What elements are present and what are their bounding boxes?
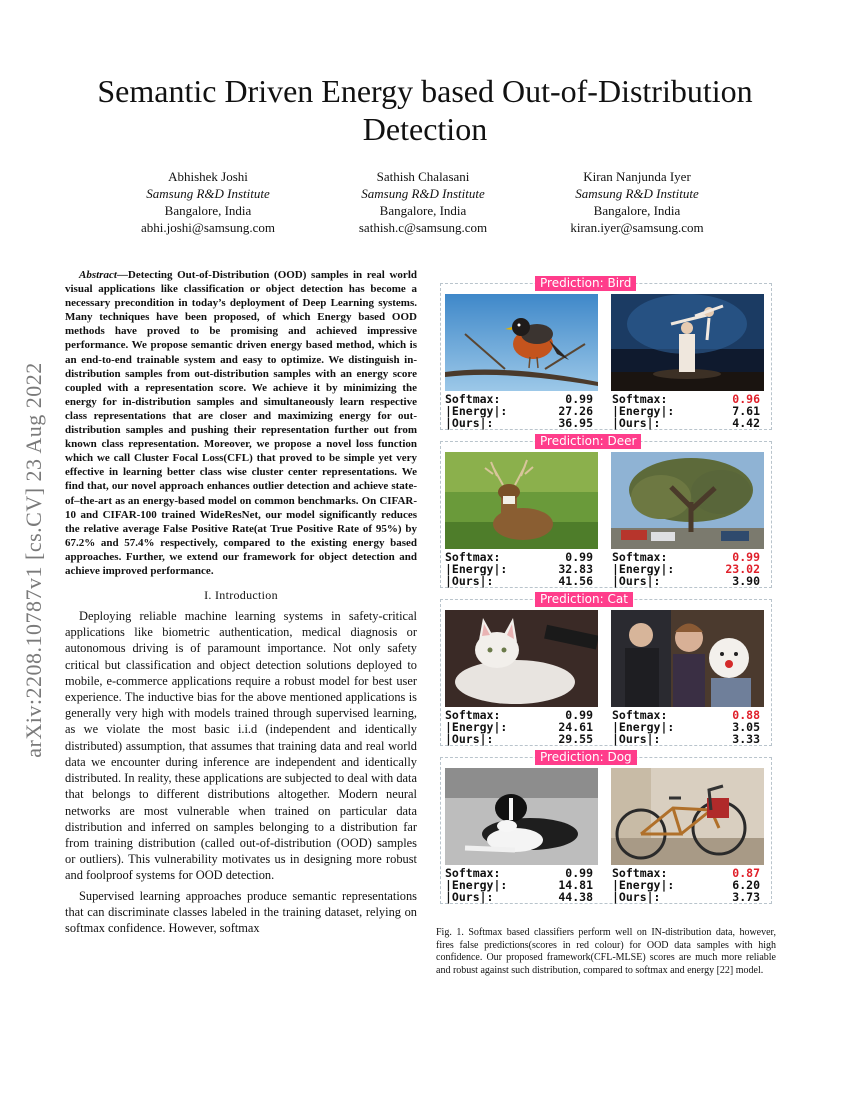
image-robin-bird [445,294,598,391]
score-label-energy: |Energy|: [612,404,675,418]
arxiv-identifier: arXiv:2208.10787v1 [cs.CV] 23 Aug 2022 [21,362,46,758]
energy-score: 32.83 [558,562,593,576]
arxiv-sidebar [14,320,54,800]
ours-score: 29.55 [558,732,593,746]
energy-score: 14.81 [558,878,593,892]
author-affiliation: Samsung R&D Institute [361,186,485,201]
energy-score: 27.26 [558,404,593,418]
score-label-softmax: Softmax: [445,550,501,564]
left-column [65,268,417,936]
author-block-3 [527,168,747,236]
figure-panel-deer [440,434,772,596]
scores-in-distribution [445,867,605,903]
scores-in-distribution [445,709,605,745]
image-clown-crowd [611,610,764,707]
softmax-score: 0.96 [732,392,760,406]
prediction-label: Prediction: Bird [535,276,636,291]
image-white-cat [445,610,598,707]
score-label-ours: |Ours|: [445,416,494,430]
softmax-score: 0.99 [565,708,593,722]
ours-score: 3.90 [732,574,760,588]
score-label-energy: |Energy|: [612,878,675,892]
score-label-energy: |Energy|: [445,562,508,576]
figure-panel-cat [440,592,772,754]
score-label-energy: |Energy|: [612,562,675,576]
figure-1 [440,276,772,912]
abstract [65,268,417,578]
score-label-ours: |Ours|: [612,890,661,904]
section-body [65,608,417,936]
author-name: Sathish Chalasani [376,169,470,184]
score-label-softmax: Softmax: [445,392,501,406]
score-label-ours: |Ours|: [445,574,494,588]
score-label-ours: |Ours|: [612,416,661,430]
score-label-energy: |Energy|: [445,878,508,892]
score-label-ours: |Ours|: [445,890,494,904]
energy-score: 23.02 [725,562,760,576]
author-location: Bangalore, India [379,203,467,218]
score-label-softmax: Softmax: [445,866,501,880]
prediction-label: Prediction: Dog [535,750,637,765]
energy-score: 7.61 [732,404,760,418]
energy-score: 3.05 [732,720,760,734]
softmax-score: 0.99 [565,550,593,564]
author-block-1 [98,168,318,236]
figure-panel-dog [440,750,772,912]
author-name: Kiran Nanjunda Iyer [583,169,691,184]
ours-score: 41.56 [558,574,593,588]
abstract-label: Abstract [79,269,117,281]
scores-ood [612,393,772,429]
score-label-softmax: Softmax: [612,392,668,406]
scores-ood [612,551,772,587]
softmax-score: 0.87 [732,866,760,880]
prediction-label: Prediction: Deer [535,434,641,449]
softmax-score: 0.99 [565,392,593,406]
prediction-label: Prediction: Cat [535,592,633,607]
score-label-ours: |Ours|: [445,732,494,746]
author-location: Bangalore, India [593,203,681,218]
score-label-energy: |Energy|: [612,720,675,734]
score-label-energy: |Energy|: [445,720,508,734]
abstract-text: —Detecting Out-of-Distribution (OOD) samples in real world visual applications like classification or object detection has become a necessary precondition in today’s deployment of Deep Learning systems. Many techniques have been proposed, of which Energy based OOD methods have proved to be promising and achieved impressive performance. We propose semantic driven energy based method, which is an end-to-end trainable system and easy to optimize. We distinguish in-distribution samples from out-distribution samples with an energy score coupled with a representation score. We achieve it by minimizing the energy for in-distribution samples and simultaneously learn respective class representations that are closer and maximizing energy for out-distribution samples and pushing their representation further out from known class representation. Moreover, we propose a novel loss function which we call Cluster Focal Loss(CFL) that proved to be simple yet very effective in learning better class wise cluster center representations. We find that, our novel approach enhances outlier detection and achieve state-of–the-art as an energy-based model on common benchmarks. On CIFAR-10 and CIFAR-100 trained WideResNet, our model significantly reduces the relative average False Positive Rate(at True Positive Rate of 95%) by 67.2% and 57.4% respectively, compared to the existing energy based approaches. Further, we extend our framework for object detection and achieve improved performance. [65,269,417,577]
author-email: kiran.iyer@samsung.com [570,220,704,235]
author-location: Bangalore, India [164,203,252,218]
image-ballet-dancers [611,294,764,391]
scores-in-distribution [445,393,605,429]
ours-score: 3.73 [732,890,760,904]
author-affiliation: Samsung R&D Institute [146,186,270,201]
score-label-softmax: Softmax: [612,866,668,880]
ours-score: 4.42 [732,416,760,430]
image-dog [445,768,598,865]
paragraph: Supervised learning approaches produce semantic representations that can discriminate classes labeled in the training dataset, relying on softmax confidence. However, softmax [65,888,417,935]
energy-score: 24.61 [558,720,593,734]
author-email: abhi.joshi@samsung.com [140,220,276,235]
scores-ood [612,867,772,903]
scores-in-distribution [445,551,605,587]
paragraph: Deploying reliable machine learning systems in safety-critical applications like biometric authentication, medical diagnosis or autonomous driving is of paramount importance. Not only safety critical but classification and object detection solutions deployed to mobile, e-commerce applications require a robust model for best user experience. The inductive bias for the above mentioned applications is generally very high with models trained through supervised learning, as we violate the most basic i.i.d (independent and identically distributed) assumption, that assumes that training data and real world data we encounter during inference are independent and identically distributed. In reality, these applications are subjected to deal with data that belongs to different distributions altogether. Modern neural networks are most vulnerable when trained on particular data distribution and inferred on samples belonging to a distribution far from training distribution (called out-of-distribution (OOD) samples or outliers). This vulnerability motivates us in designing more robust and foolproof systems for OOD detection. [65,609,417,883]
score-label-softmax: Softmax: [612,708,668,722]
figure-panel-bird [440,276,772,438]
figure-caption: Fig. 1. Softmax based classifiers perform well on IN-distribution data, however, fires false predictions(scores in red colour) for OOD data samples with high confidence. Our proposed framework(CFL-MLSE) scores are much more reliable and robust against such distribution, compared to softmax and energy [22] model. [436,927,776,976]
softmax-score: 0.99 [565,866,593,880]
author-block-2 [313,168,533,236]
image-deer [445,452,598,549]
image-bicycle [611,768,764,865]
scores-ood [612,709,772,745]
score-label-softmax: Softmax: [445,708,501,722]
score-label-ours: |Ours|: [612,574,661,588]
ours-score: 36.95 [558,416,593,430]
score-label-ours: |Ours|: [612,732,661,746]
image-tree-cars [611,452,764,549]
author-affiliation: Samsung R&D Institute [575,186,699,201]
softmax-score: 0.99 [732,550,760,564]
section-heading: I. Introduction [204,588,278,603]
ours-score: 3.33 [732,732,760,746]
author-name: Abhishek Joshi [168,169,248,184]
author-email: sathish.c@samsung.com [358,220,488,235]
ours-score: 44.38 [558,890,593,904]
score-label-softmax: Softmax: [612,550,668,564]
score-label-energy: |Energy|: [445,404,508,418]
paper-title: Semantic Driven Energy based Out-of-Distribution Detection [97,73,753,147]
softmax-score: 0.88 [732,708,760,722]
energy-score: 6.20 [732,878,760,892]
